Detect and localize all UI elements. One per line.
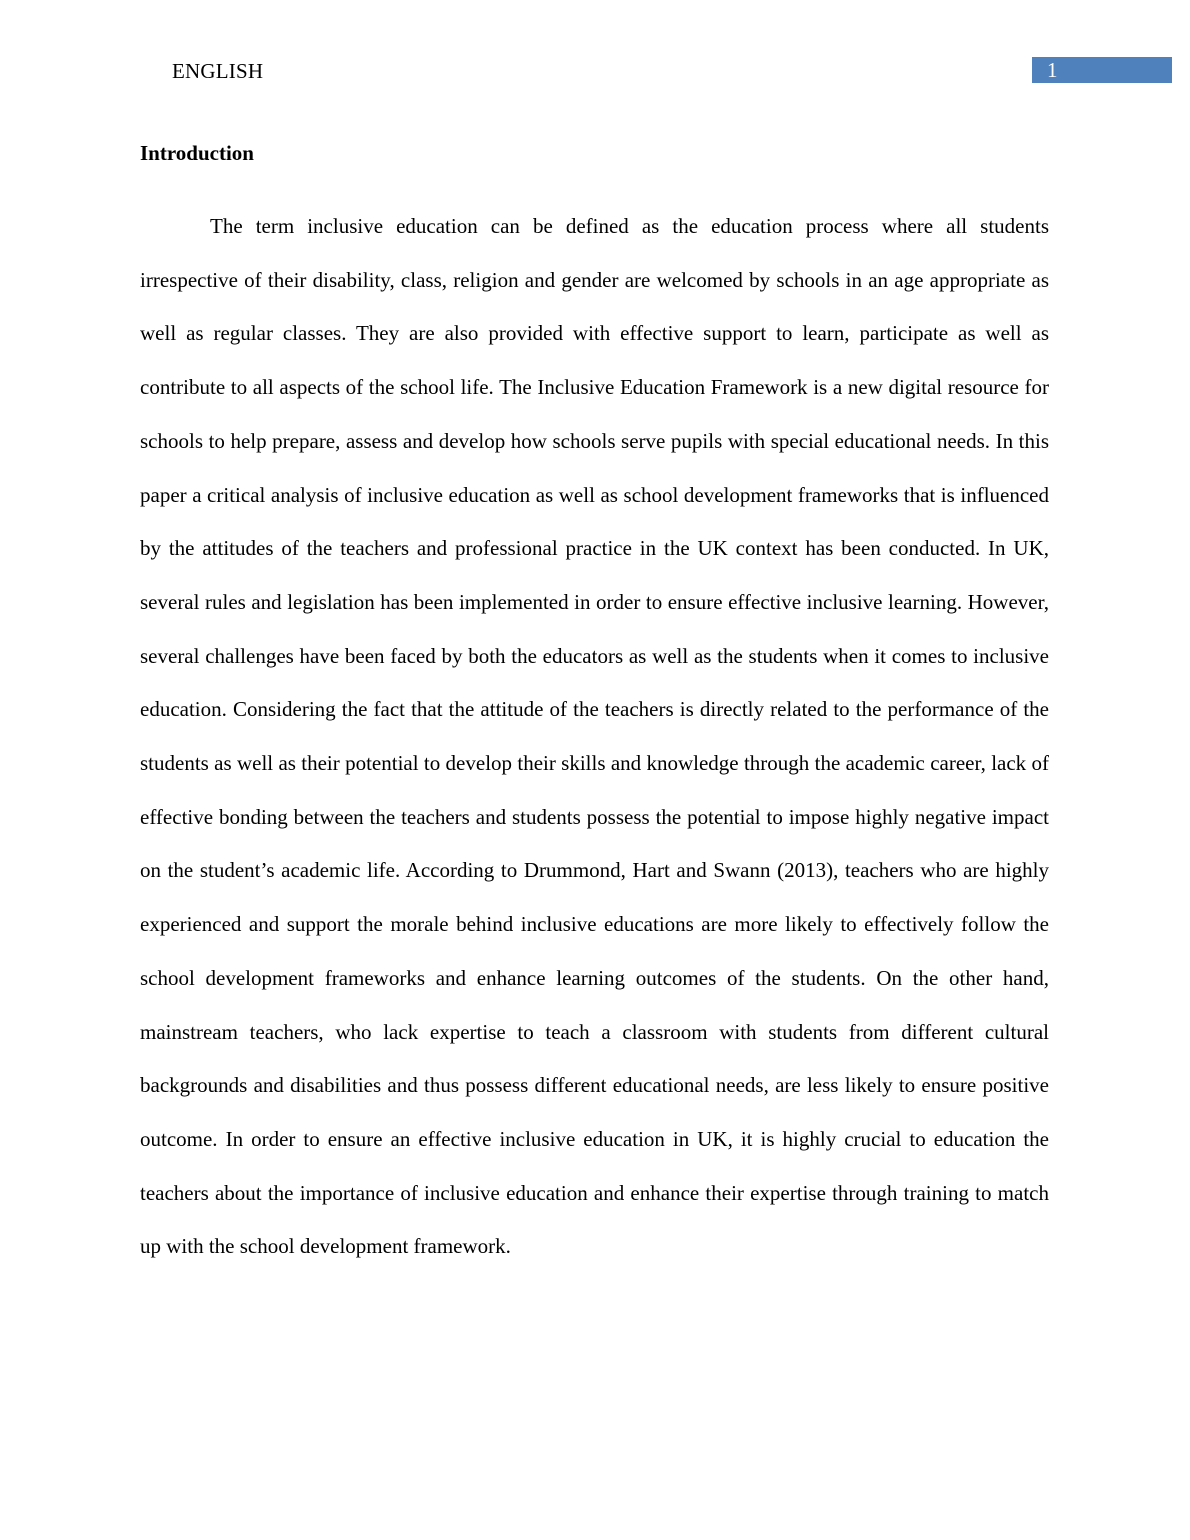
page-number: 1 (1047, 58, 1058, 82)
body-paragraph: The term inclusive education can be defined as the education process where all students irrespective of their disability, class, religion and gender are welcomed by schools in an age appropriate as well as regular classes. They are also provided with effective support to learn, participate as well as contribute to all aspects of the school life. The Inclusive Education Framework is a new digital resource for schools to help prepare, assess and develop how schools serve pupils with special educational needs. In this paper a critical analysis of inclusive education as well as school development frameworks that is influenced by the attitudes of the teachers and professional practice in the UK context has been conducted. In UK, several rules and legislation has been implemented in order to ensure effective inclusive learning. However, several challenges have been faced by both the educators as well as the students when it comes to inclusive education. Considering the fact that the attitude of the teachers is directly related to the performance of the students as well as their potential to develop their skills and knowledge through the academic career, lack of effective bonding between the teachers and students possess the potential to impose highly negative impact on the student’s academic life. According to Drummond, Hart and Swann (2013), teachers who are highly experienced and support the morale behind inclusive educations are more likely to effectively follow the school development frameworks and enhance learning outcomes of the students. On the other hand, mainstream teachers, who lack expertise to teach a classroom with students from different cultural backgrounds and disabilities and thus possess different educational needs, are less likely to ensure positive outcome. In order to ensure an effective inclusive education in UK, it is highly crucial to education the teachers about the importance of inclusive education and enhance their expertise through training to match up with the school development framework. (140, 214, 1049, 1259)
section-heading: Introduction (140, 141, 254, 165)
header-title: ENGLISH (172, 59, 264, 83)
page-number-box (1032, 57, 1172, 83)
